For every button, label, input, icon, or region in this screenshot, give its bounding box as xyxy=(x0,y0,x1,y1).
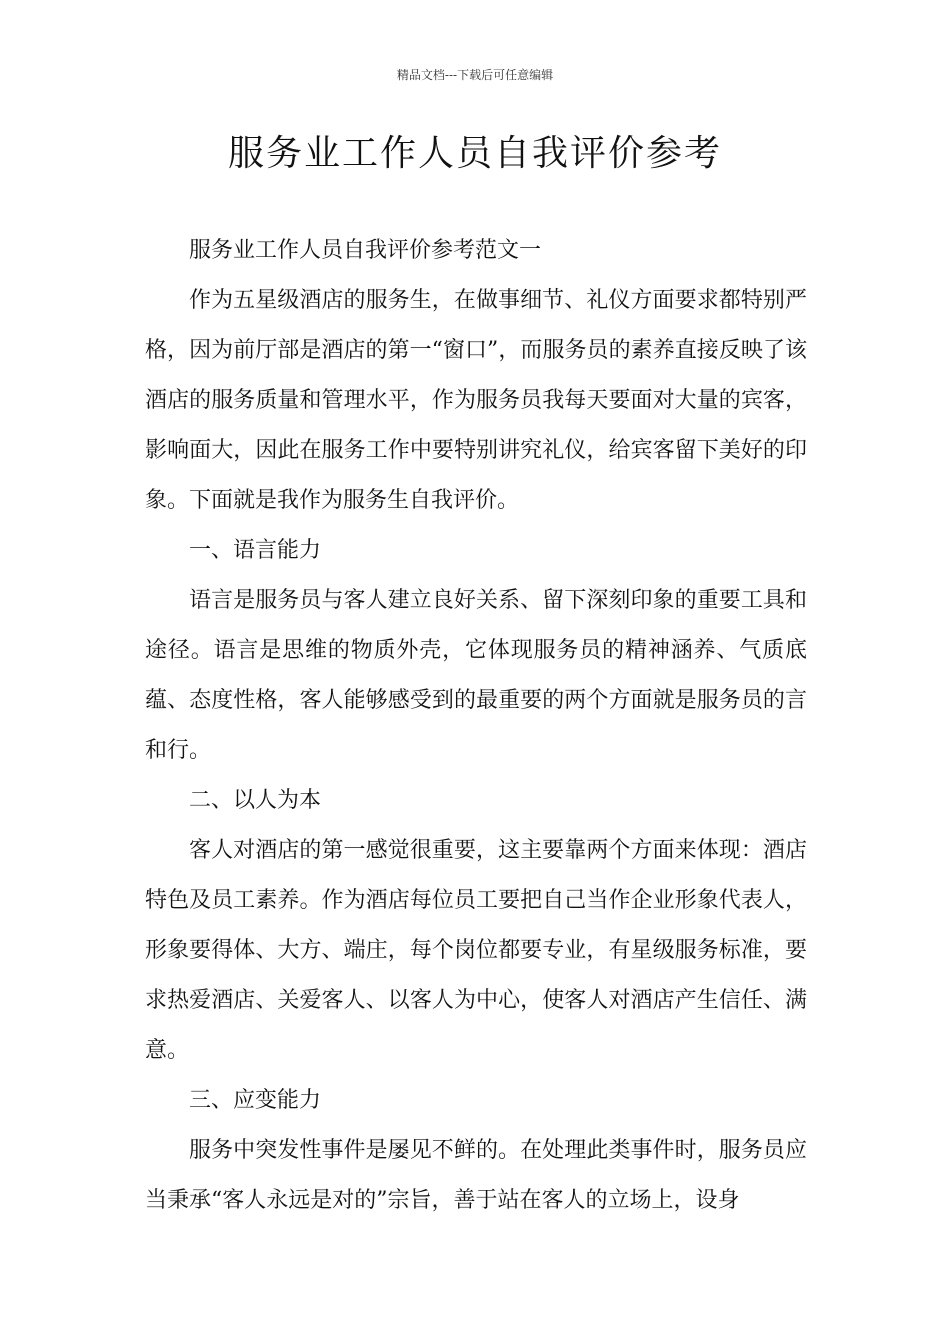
paragraph-intro-heading: 服务业工作人员自我评价参考范文一 xyxy=(189,238,542,263)
section-heading-adaptability: 三、应变能力 xyxy=(189,1088,322,1113)
document-body xyxy=(145,226,807,1226)
paragraph-people: 客人对酒店的第一感觉很重要，这主要靠两个方面来体现：酒店特色及员工素养。作为酒店每位员工要把自己当作企业形象代表人，形象要得体、大方、端庄，每个岗位都要专业，有星级服务标准，要求热爱酒店、关爱客人、以客人为中心，使客人对酒店产生信任、满意。 xyxy=(145,838,807,1063)
paragraph-adaptability: 服务中突发性事件是屡见不鲜的。在处理此类事件时，服务员应当秉承“客人永远是对的”宗旨，善于站在客人的立场上，设身 xyxy=(145,1138,807,1213)
section-heading-language: 一、语言能力 xyxy=(189,538,322,563)
paragraph-language: 语言是服务员与客人建立良好关系、留下深刻印象的重要工具和途径。语言是思维的物质外壳，它体现服务员的精神涵养、气质底蕴、态度性格，客人能够感受到的最重要的两个方面就是服务员的言和行。 xyxy=(145,588,807,763)
section-heading-people: 二、以人为本 xyxy=(189,788,322,813)
header-note: 精品文档---下载后可任意编辑 xyxy=(396,68,554,82)
document-title: 服务业工作人员自我评价参考 xyxy=(227,133,722,174)
paragraph-intro: 作为五星级酒店的服务生，在做事细节、礼仪方面要求都特别严格，因为前厅部是酒店的第一“窗口”，而服务员的素养直接反映了该酒店的服务质量和管理水平，作为服务员我每天要面对大量的宾客，影响面大，因此在服务工作中要特别讲究礼仪，给宾客留下美好的印象。下面就是我作为服务生自我评价。 xyxy=(145,288,807,513)
